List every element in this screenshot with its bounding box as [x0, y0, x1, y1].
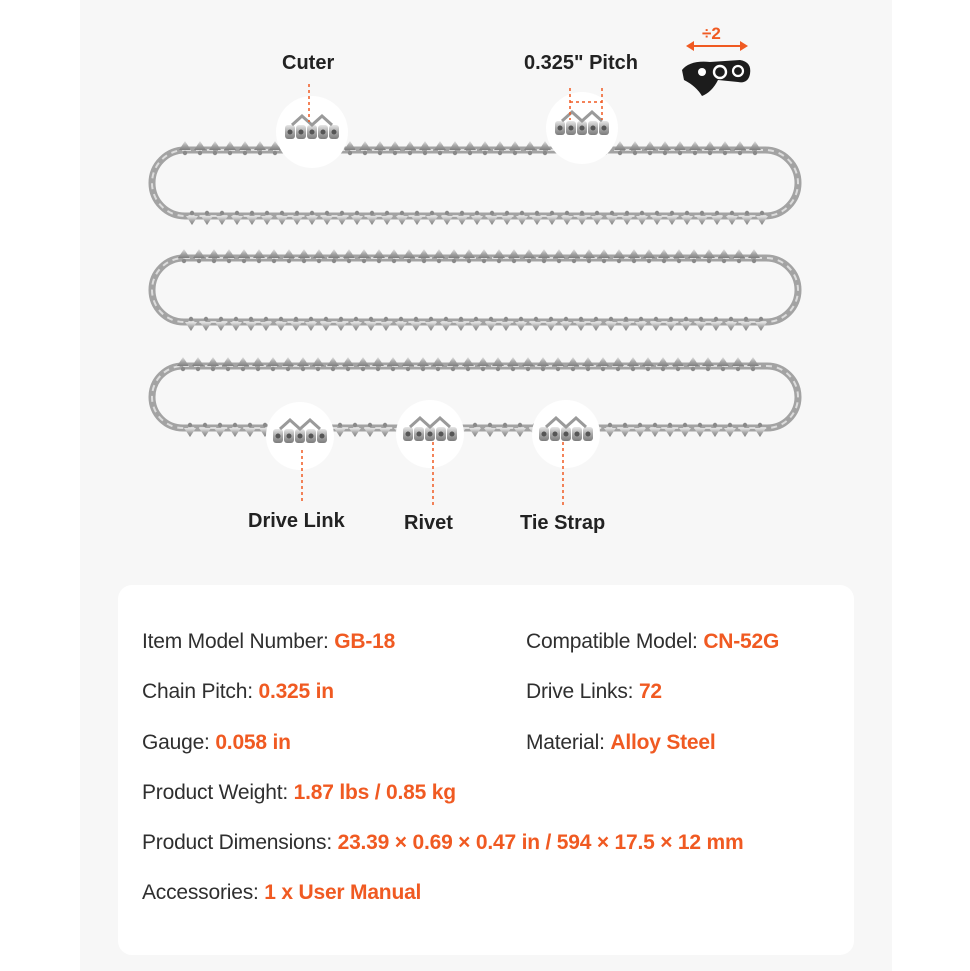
spec-label: Product Weight:	[142, 781, 294, 804]
rivet-label: Rivet	[404, 512, 453, 534]
spec-gauge	[142, 731, 291, 755]
spec-label: Compatible Model:	[526, 630, 704, 653]
spec-material	[526, 731, 716, 755]
spec-value: 1 x User Manual	[264, 881, 422, 904]
spec-value: 0.058 in	[215, 731, 291, 754]
spec-chain-pitch	[142, 680, 334, 704]
spec-label: Drive Links:	[526, 680, 639, 703]
spec-value: 72	[638, 680, 662, 703]
divide-label: ÷2	[702, 24, 721, 43]
spec-accessories	[142, 881, 421, 905]
spec-value: CN-52G	[703, 630, 780, 653]
tie-strap-label: Tie Strap	[520, 512, 606, 534]
cutter-label: Cuter	[282, 52, 335, 74]
spec-item-model	[142, 630, 395, 654]
spec-label: Accessories:	[142, 881, 265, 904]
spec-weight	[142, 781, 456, 805]
spec-value: 23.39 × 0.69 × 0.47 in / 594 × 17.5 × 12 mm	[337, 831, 744, 854]
spec-value: 0.325 in	[258, 680, 334, 703]
spec-label: Product Dimensions:	[142, 831, 338, 854]
spec-value: GB-18	[334, 630, 396, 653]
spec-value: Alloy Steel	[610, 731, 716, 754]
chain-link-divider-icon	[682, 41, 750, 96]
drive-link-label: Drive Link	[248, 510, 345, 532]
spec-dimensions	[142, 831, 743, 855]
pitch-label: 0.325" Pitch	[524, 52, 638, 74]
spec-compatible-model	[526, 630, 779, 654]
spec-label: Item Model Number:	[142, 630, 335, 653]
spec-label: Material:	[526, 731, 611, 754]
spec-label: Gauge:	[142, 731, 216, 754]
spec-label: Chain Pitch:	[142, 680, 259, 703]
spec-value: 1.87 lbs / 0.85 kg	[293, 781, 456, 804]
spec-drive-links	[526, 680, 662, 704]
